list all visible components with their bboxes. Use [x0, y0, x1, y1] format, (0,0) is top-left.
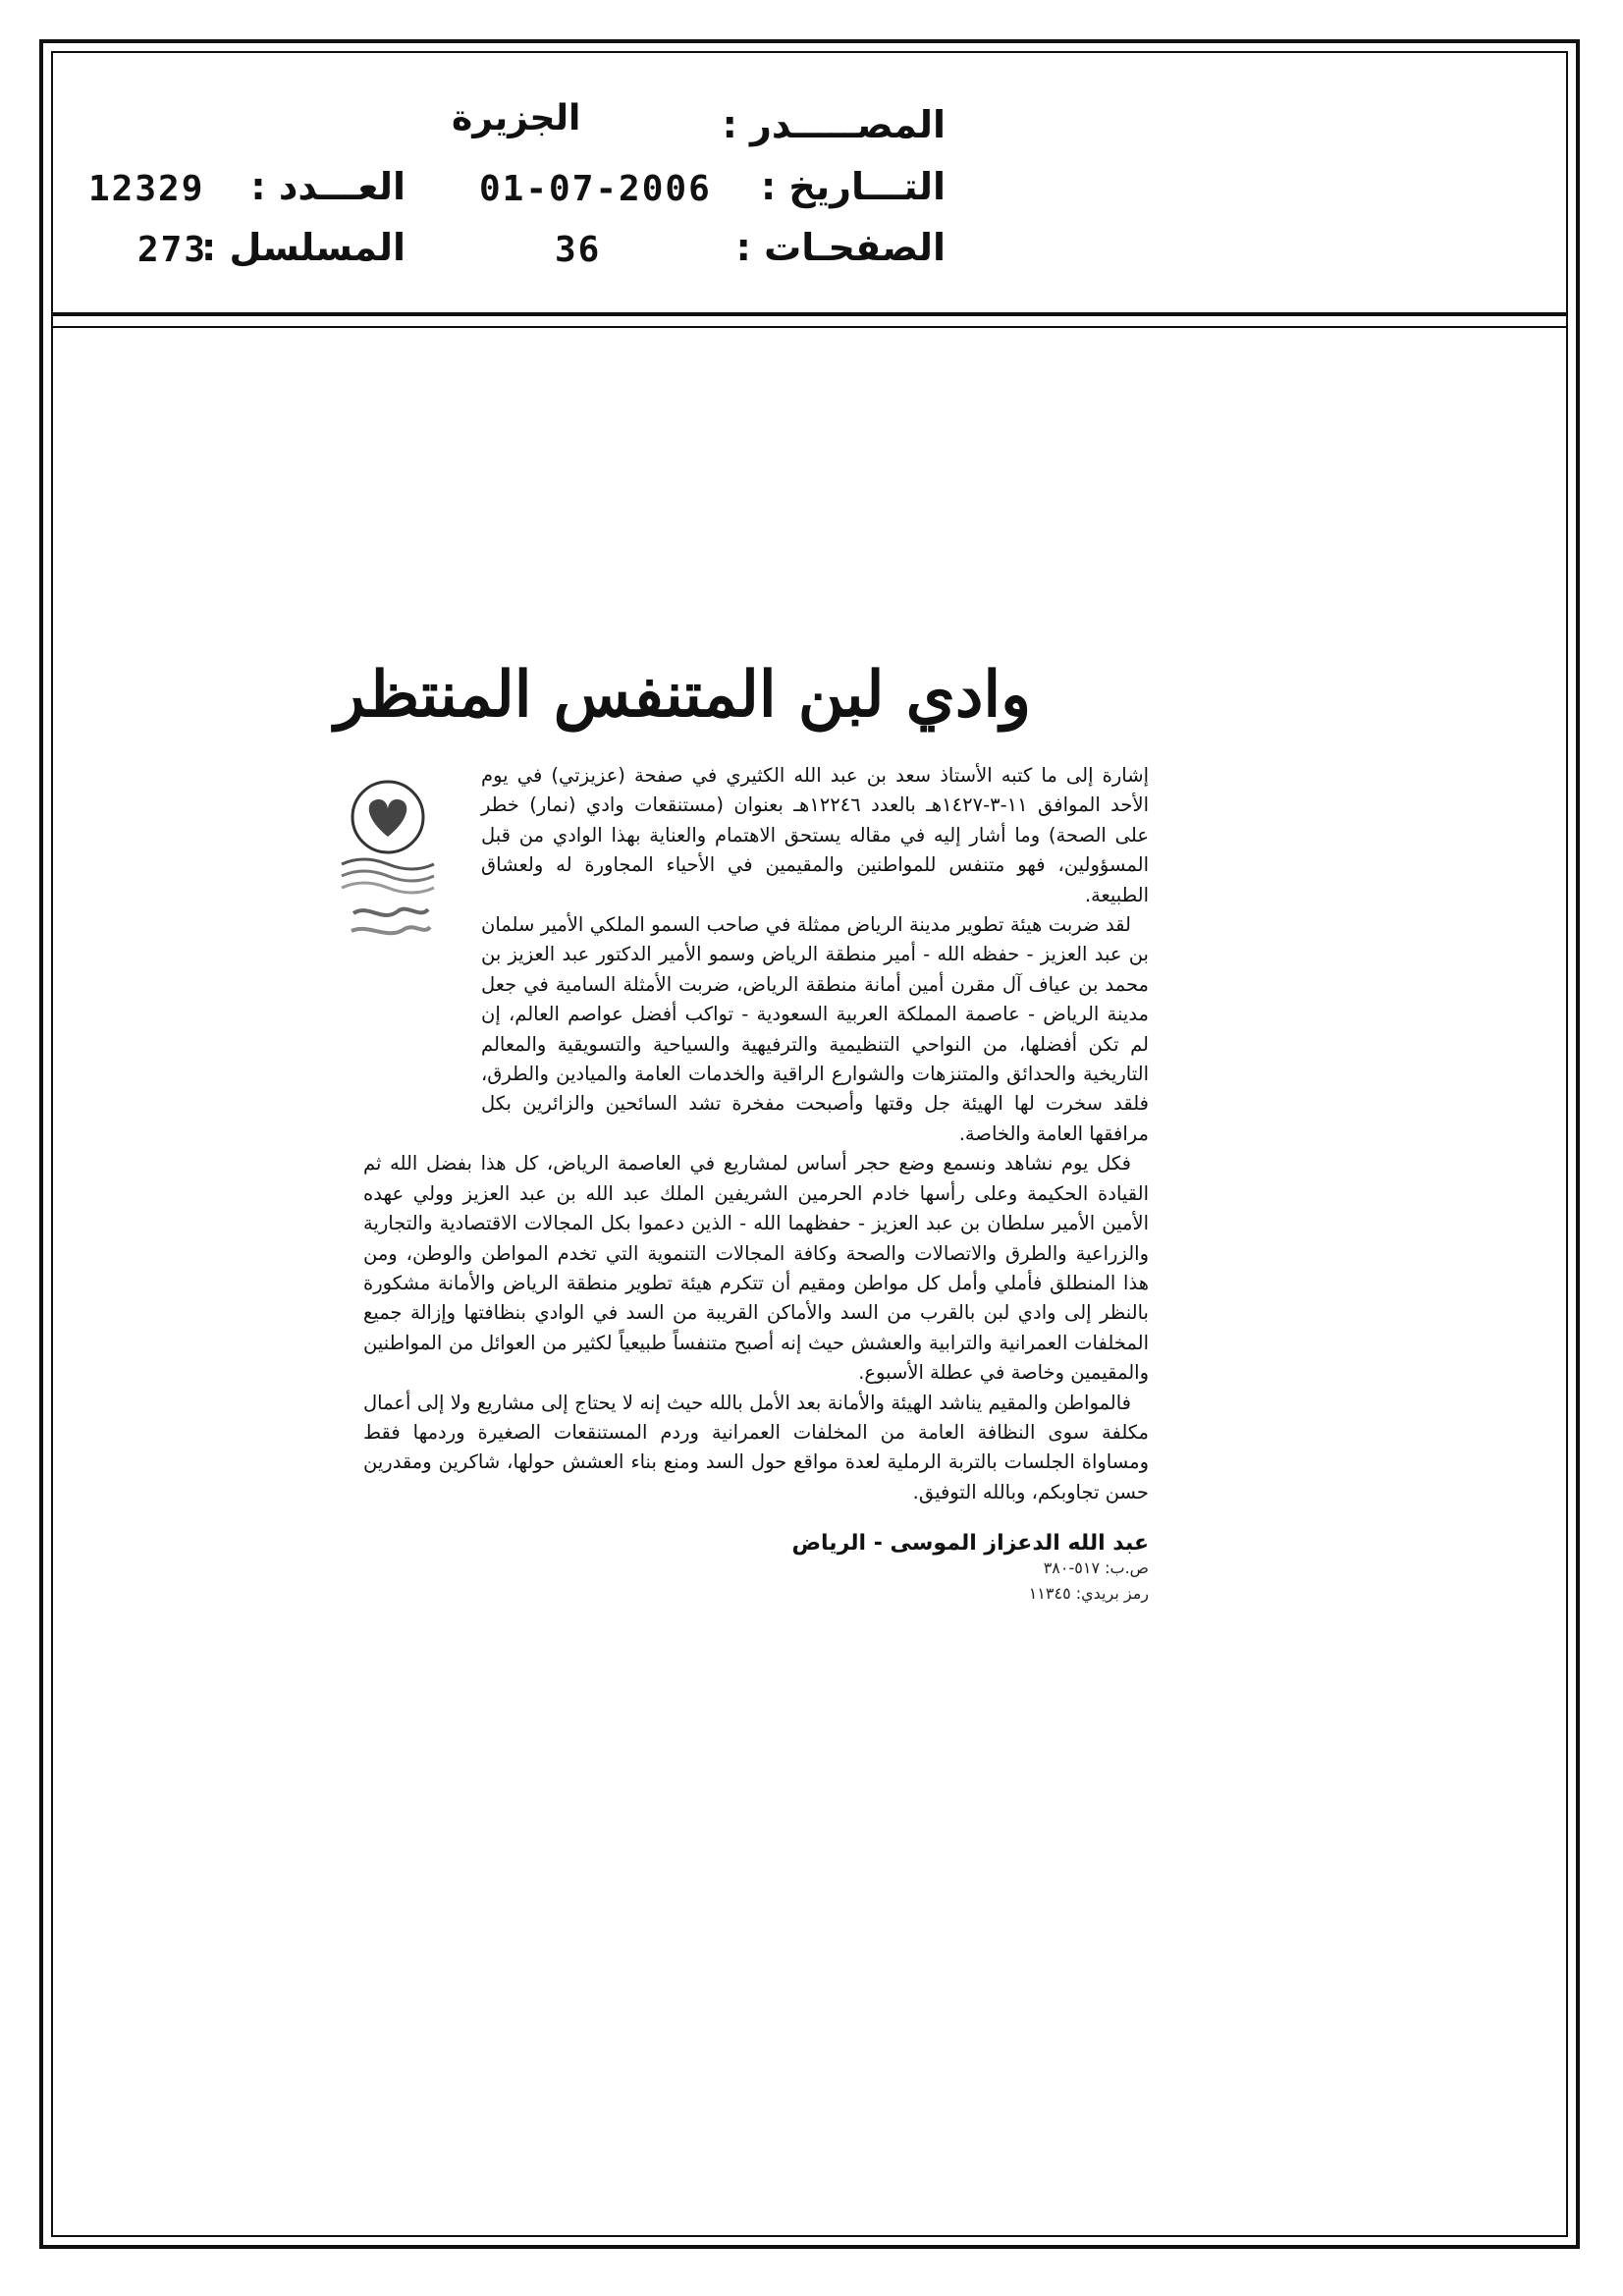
header-divider	[51, 312, 1568, 316]
issue-value: 12329	[88, 169, 205, 209]
issue-label: العـــدد :	[250, 165, 406, 208]
pages-label: الصفحـات :	[735, 226, 946, 269]
paragraph: لقد ضربت هيئة تطوير مدينة الرياض ممثلة في صاحب السمو الملكي الأمير سلمان بن عبد العزيز - حفظه الله - أمير منطقة الرياض وسمو الأمير الدكتور عبد العزيز بن محمد بن عياف آل مقرن أمين أمانة منطقة الرياض، ضربت الأمثلة السامية في جعل مدينة الرياض - عاصمة المملكة العربية السعودية - تواكب أفضل عواصم العالم، إن لم تكن أفضلها، من النواحي التنظيمية والترفيهية والسياحية والتسويقية والمعالم التاريخية والحدائق والمتنزهات والشوارع الراقية والخدمات العامة والميادين والطرق، فلقد سخرت لها الهيئة جل وقتها وأصبحت مفخرة تشد السائحين والزائرين بكل مرافقها العامة والخاصة.	[481, 913, 1149, 1145]
heart-wave-icon	[334, 766, 442, 953]
postal-code: رمز بريدي: ١١٣٤٥	[1028, 1584, 1149, 1604]
paragraph: فالمواطن والمقيم يناشد الهيئة والأمانة بعد الأمل بالله حيث إنه لا يحتاج إلى مشاريع ولا إلى أعمال مكلفة سوى النظافة العامة من المخلفات العمرانية وردم المستنقعات الصغيرة وردمها فقط ومساواة الجلسات بالتربة الرملية لعدة مواقع حول السد ومنع بناء العشش حولها، شاكرين ومقدرين حسن تجاوبكم، وبالله التوفيق.	[363, 1391, 1149, 1503]
source-value: الجزيرة	[452, 98, 581, 138]
article-title: وادي لبن المتنفس المنتظر	[334, 658, 1031, 732]
serial-value: 273	[137, 230, 208, 270]
source-label: المصـــــدر :	[722, 103, 946, 146]
serial-label: المسلسل :	[201, 226, 406, 269]
article	[334, 658, 1149, 1607]
author-signature: عبد الله الدعزاز الموسى - الرياض	[791, 1531, 1149, 1557]
header-divider-thin	[51, 326, 1568, 328]
pages-value: 36	[555, 230, 602, 270]
date-value: 01-07-2006	[479, 169, 712, 209]
column-logo	[334, 766, 442, 953]
po-box: ص.ب: ٥١٧-٣٨٠	[1043, 1558, 1149, 1578]
date-label: التـــاريخ :	[761, 165, 946, 208]
paragraph: إشارة إلى ما كتبه الأستاذ سعد بن عبد الله الكثيري في صفحة (عزيزتي) في يوم الأحد الموافق ١١-٣-١٤٢٧هـ بالعدد ١٢٢٤٦هـ بعنوان (مستنقعات وادي (نمار) خطر على الصحة) وما أشار إليه في مقاله يستحق الاهتمام والعناية بهذا الوادي من قبل المسؤولين، فهو متنفس للمواطنين والمقيمين في الأحياء المجاورة له ولعشاق الطبيعة.	[481, 764, 1149, 906]
paragraph: فكل يوم نشاهد ونسمع وضع حجر أساس لمشاريع في العاصمة الرياض، كل هذا بفضل الله ثم القيادة الحكيمة وعلى رأسها خادم الحرمين الشريفين الملك عبد الله بن عبد العزيز وولي عهده الأمين الأمير سلطان بن عبد العزيز - حفظهما الله - الذين دعموا بكل المجالات الاقتصادية والتجارية والزراعية والطرق والاتصالات والصحة وكافة المجالات التنموية التي تخدم المواطن والوطن، ومن هذا المنطلق فأملي وأمل كل مواطن ومقيم أن تتكرم هيئة تطوير منطقة الرياض والأمانة مشكورة بالنظر إلى وادي لبن بالقرب من السد والأماكن القريبة من السد في الوادي بنظافتها وإزالة جميع المخلفات العمرانية والترابية والعشش حيث إنه أصبح متنفساً طبيعياً لكثير من العوائل من المواطنين والمقيمين وخاصة في عطلة الأسبوع.	[363, 1152, 1149, 1385]
